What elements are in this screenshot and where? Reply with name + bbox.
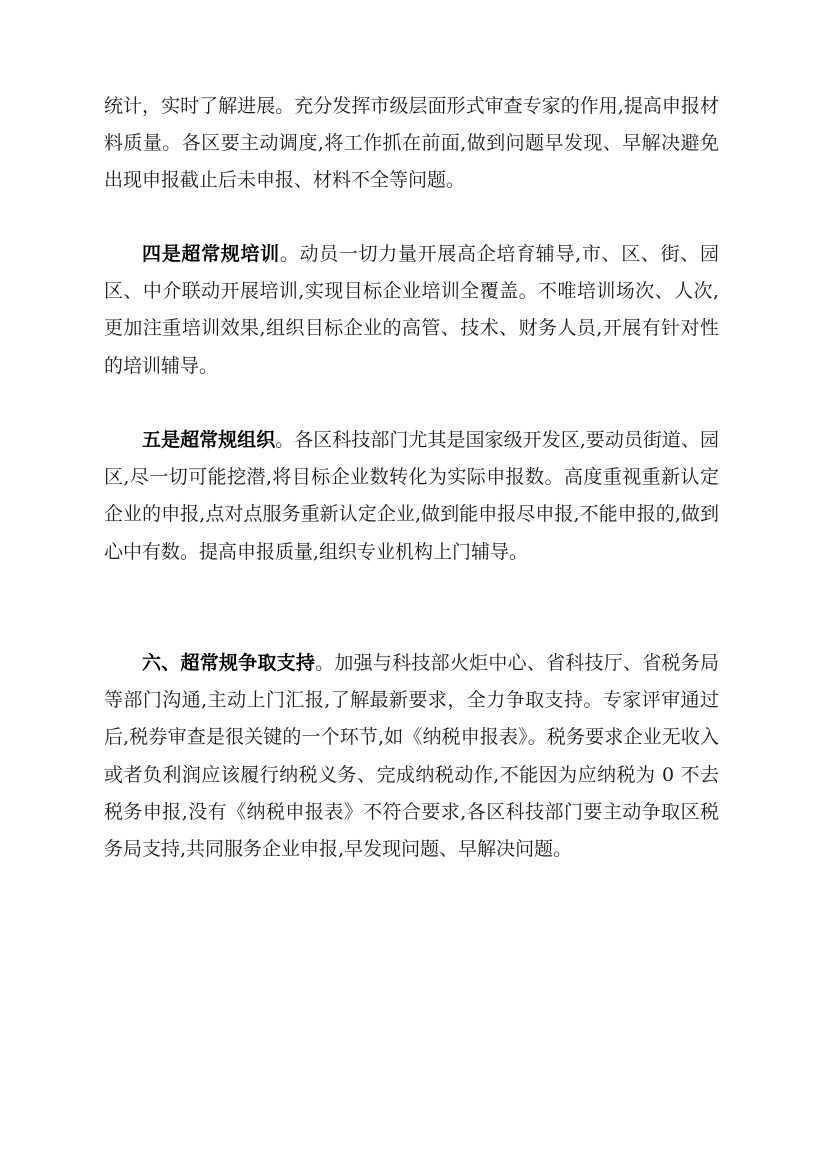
- paragraph-body: 。各区科技部门尤其是国家级开发区,要动员街道、园区,尽一切可能挖潜,将目标企业数转化为实际申报数。高度重视重新认定企业的申报,点对点服务重新认定企业,做到能申报尽申报,不能申报的,做到心中有数。提高申报质量,组织专业机构上门辅导。: [104, 429, 719, 563]
- paragraph-body: 。动员一切力量开展高企培育辅导,市、区、街、园区、中介联动开展培训,实现目标企业培训全覆盖。不唯培训场次、人次,更加注重培训效果,组织目标企业的高管、技术、财务人员,开展有针对性的培训辅导。: [104, 243, 719, 377]
- paragraph-heading: 四是超常规培训: [142, 243, 280, 265]
- paragraph-1: [104, 88, 719, 200]
- paragraph-4: [104, 645, 719, 868]
- paragraph-heading: 六、超常规争取支持: [142, 652, 316, 674]
- paragraph-3: [104, 422, 719, 571]
- paragraph-body: 统计，实时了解进展。充分发挥市级层面形式审查专家的作用,提高申报材料质量。各区要主动调度,将工作抓在前面,做到问题早发现、早解决避免出现申报截止后未申报、材料不全等问题。: [104, 95, 719, 192]
- paragraph-2: [104, 236, 719, 385]
- paragraph-body: 。加强与科技部火炬中心、省科技厅、省税务局等部门沟通,主动上门汇报,了解最新要求，全力争取支持。专家评审通过后,税券审查是很关键的一个环节,如《纳税申报表》。税务要求企业无收入或者负利润应该履行纳税义务、完成纳税动作,不能因为应纳税为 0 不去税务申报,没有《纳税申报表》不符合要求,各区科技部门要主动争取区税务局支持,共同服务企业申报,早发现问题、早解决问题。: [104, 652, 719, 861]
- paragraph-heading: 五是超常规组织: [142, 429, 276, 451]
